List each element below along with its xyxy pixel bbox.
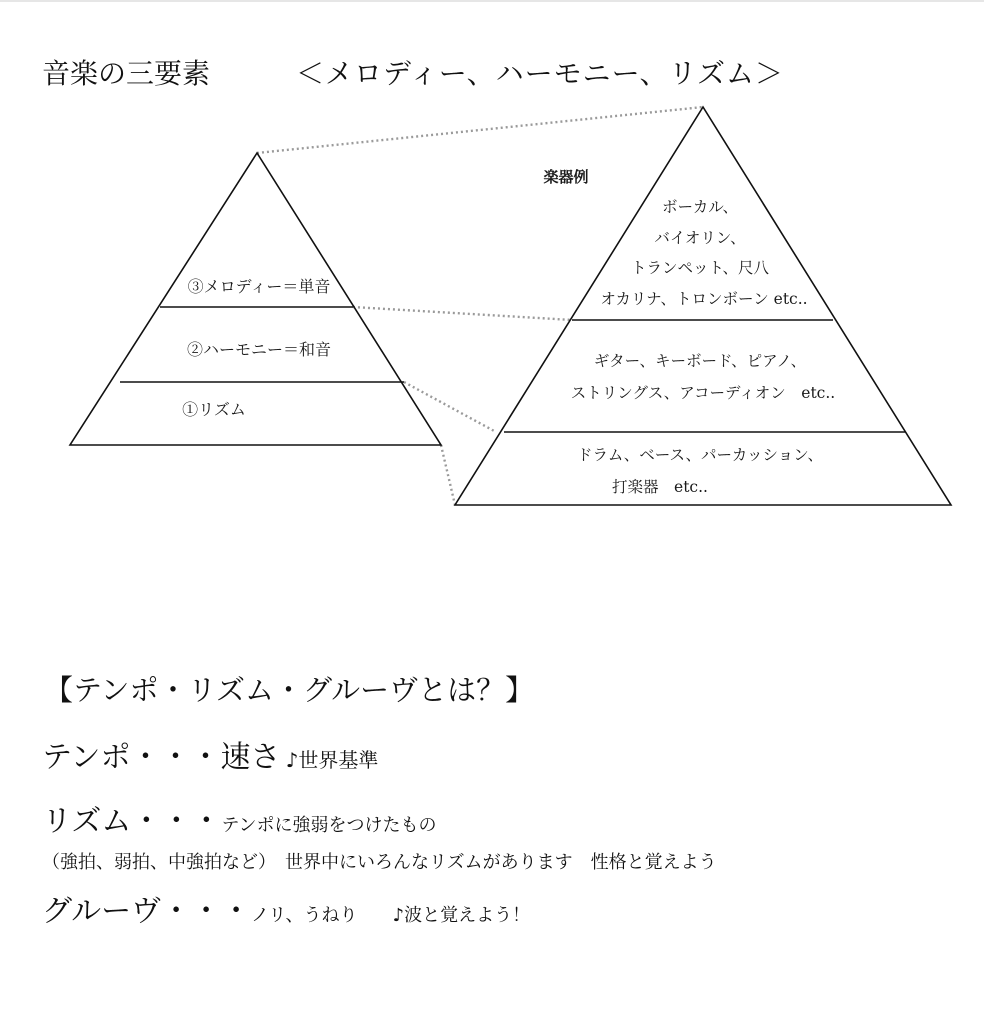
connector-melody <box>353 307 572 320</box>
level-rhythm-label: ①リズム <box>182 400 246 419</box>
tempo-desc: 速さ <box>220 740 281 775</box>
connector-base <box>441 445 455 505</box>
rhythm-definition <box>42 796 437 840</box>
groove-desc: ノリ、うねり <box>251 905 358 926</box>
harmony-instruments-line-1: ギター、キーボード、ピアノ、 <box>593 352 807 370</box>
groove-term: グルーヴ <box>42 894 162 929</box>
pyramid-left <box>70 153 441 445</box>
tempo-definition <box>42 732 378 776</box>
melody-instruments-line-1: ボーカル、 <box>662 198 738 216</box>
rhythm-term: リズム <box>42 804 132 839</box>
groove-note: ♪波と覚えよう！ <box>392 905 531 926</box>
groove-definition <box>42 886 530 930</box>
melody-instruments-line-2: バイオリン、 <box>654 229 746 247</box>
rhythm-note: （強拍、弱拍、中強拍など） 世界中にいろんなリズムがあります 性格と覚えよう <box>42 852 717 873</box>
rhythm-dots: ・・・ <box>131 804 222 839</box>
melody-instruments-line-3: トランペット、尺八 <box>630 259 770 277</box>
level-harmony-label: ②ハーモニー＝和音 <box>186 340 332 359</box>
pyramid-left-outline <box>70 153 441 445</box>
page-title: 音楽の三要素 <box>42 57 211 90</box>
harmony-instruments-line-2: ストリングス、アコーディオン etc.. <box>570 384 836 402</box>
tempo-note: ♪世界基準 <box>285 748 379 772</box>
melody-instruments-line-4: オカリナ、トロンボーン etc.. <box>600 290 808 308</box>
groove-dots: ・・・ <box>161 894 252 929</box>
instrument-caption: 楽器例 <box>543 168 589 186</box>
level-melody-label: ③メロディー＝単音 <box>187 277 331 296</box>
connector-top <box>257 107 703 153</box>
rhythm-desc: テンポに強弱をつけたもの <box>221 815 437 836</box>
section-title: 【テンポ・リズム・グルーヴとは？】 <box>44 673 535 707</box>
tempo-term: テンポ <box>42 740 131 775</box>
page-subtitle: ＜メロディー、ハーモニー、リズム＞ <box>296 57 784 90</box>
rhythm-instruments-line-1: ドラム、ベース、パーカッション、 <box>577 446 823 464</box>
tempo-dots: ・・・ <box>130 740 221 775</box>
rhythm-instruments-line-2: 打楽器 etc.. <box>612 478 708 496</box>
